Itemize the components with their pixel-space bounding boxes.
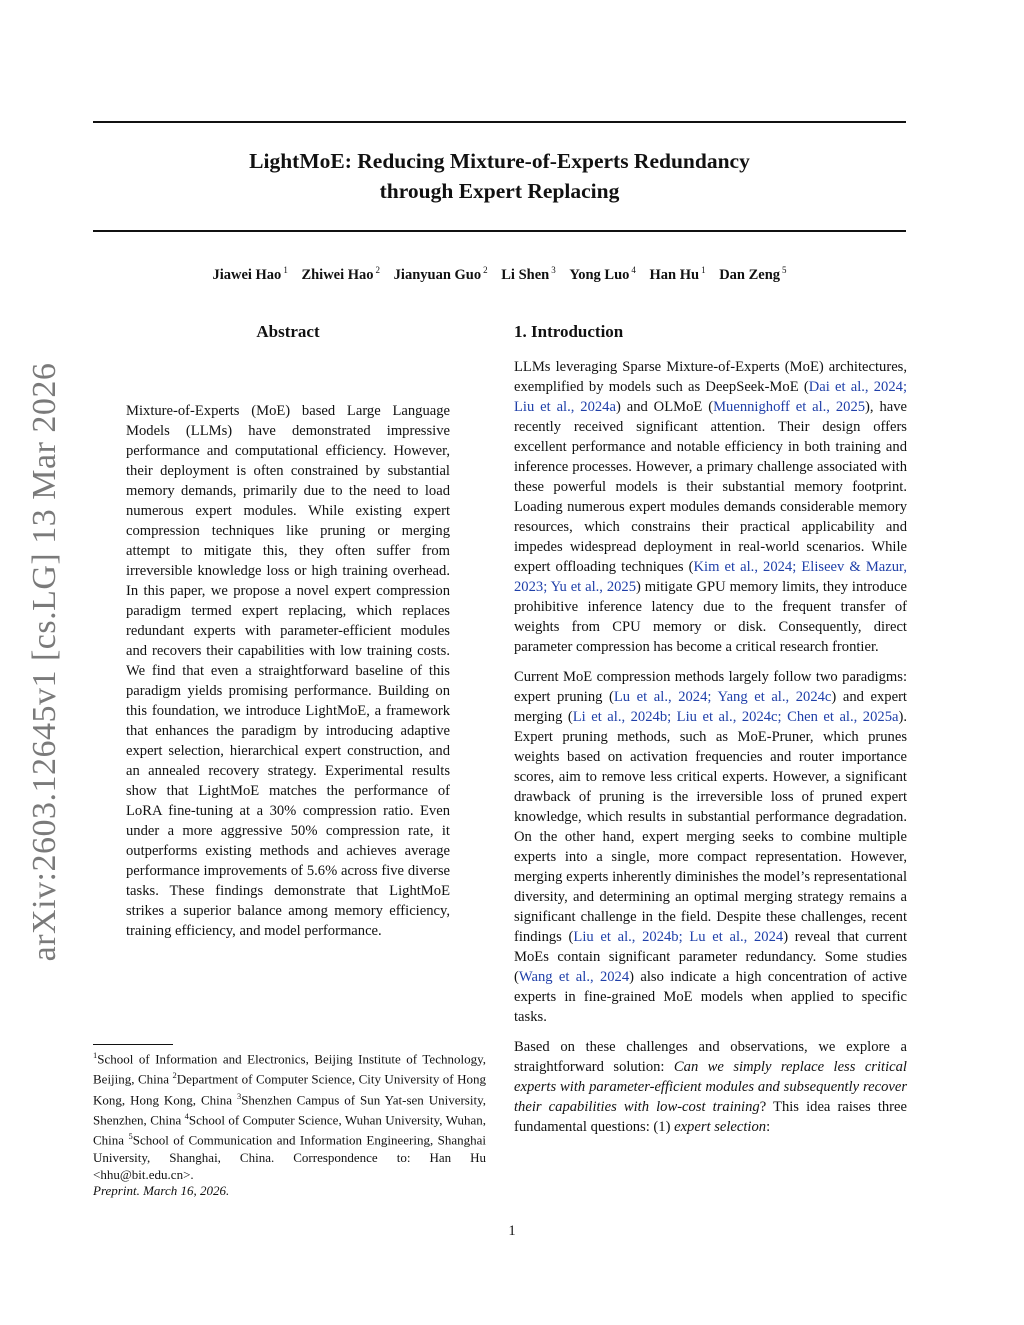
author xyxy=(212,267,287,283)
affiliation-marker: 4 xyxy=(184,1110,189,1121)
text-run: LLMs leveraging Sparse Mixture-of-Experts (MoE) architectures, exemplified by models such as DeepSeek-MoE ( xyxy=(514,359,907,395)
author xyxy=(650,267,706,283)
citation-link[interactable]: Lu et al., 2024; Yang et al., 2024c xyxy=(613,689,832,705)
author xyxy=(501,267,555,283)
intro-paragraph-3 xyxy=(514,1037,907,1137)
paper-title xyxy=(93,146,906,206)
citation-link[interactable]: Muennighoff et al., 2025 xyxy=(713,399,866,415)
citation-link[interactable]: Wang et al., 2024 xyxy=(518,969,630,985)
affiliation-text: School of Information and Electronics, Beijing Institute of Technology, Beijing, China xyxy=(93,1051,486,1087)
text-run: ) and expert merging ( xyxy=(514,689,907,725)
affiliation-text: Department of Computer Science, City University of Hong Kong, Hong Kong, China xyxy=(93,1071,486,1107)
affiliation-marker: 1 xyxy=(93,1050,98,1060)
author-name: Yong Luo xyxy=(569,266,630,283)
page-number: 1 xyxy=(508,1223,516,1239)
affiliation-marker: 3 xyxy=(236,1090,242,1101)
abstract-text: Mixture-of-Experts (MoE) based Large Language Models (LLMs) have demonstrated impressive performance and computational efficiency. However, their deployment is often constrained by substantial memory demands, primarily due to the need to load numerous expert modules. While existing expert compression techniques like pruning or merging attempt to mitigate this, they often suffer from irreversible knowledge loss or high training overhead. In this paper, we propose a novel expert compression paradigm termed expert replacing, which replaces redundant experts with parameter-efficient modules and recovers their capabilities with low training costs. We find that even a straightforward baseline of this paradigm yields promising performance. Building on this foundation, we introduce LightMoE, a framework that enhances the paradigm by introducing adaptive expert selection, hierarchical expert construction, and an annealed recovery strategy. Experimental results show that LightMoE matches the performance of LoRA fine-tuning at a 30% compression ratio. Even under a more aggressive 50% compression rate, it outperforms existing methods and achieves average performance improvements of 5.6% across five diverse tasks. These findings demonstrate that LightMoE strikes a superior balance among memory efficiency, training efficiency, and model performance. xyxy=(126,403,450,939)
author-name: Zhiwei Hao xyxy=(301,266,374,283)
italic-term: expert selection xyxy=(674,1119,767,1135)
title-rule-bottom xyxy=(93,230,906,232)
title-line-1: LightMoE: Reducing Mixture-of-Experts Redundancy xyxy=(249,149,750,173)
author xyxy=(394,267,488,283)
affiliation-marker: 5 xyxy=(128,1131,133,1142)
citation-link[interactable]: Dai et al., 2024; Liu et al., 2024a xyxy=(514,379,907,415)
abstract-heading: Abstract xyxy=(256,322,320,341)
author-affiliation: 2 xyxy=(483,265,488,275)
text-run: Based on these challenges and observations, we explore a straightforward solution: xyxy=(514,1039,907,1075)
section-heading-introduction: 1. Introduction xyxy=(514,322,624,341)
text-run: ), have recently received significant attention. Their design offers excellent performance and notable efficiency in both training and inference processes. However, a primary challenge associated with these powerful models is their substantial memory footprint. Loading numerous expert modules demands considerable memory resources, which constrains their practical applicability and impedes widespread deployment in real-world scenarios. While expert offloading techniques ( xyxy=(514,399,907,575)
text-run: ) mitigate GPU memory limits, they introduce prohibitive inference latency due to the frequent transfer of weights from CPU memory or disk. Consequently, direct parameter compression has become a critical research frontier. xyxy=(514,579,908,655)
intro-paragraph-1 xyxy=(514,357,907,657)
author-affiliation: 3 xyxy=(551,265,556,275)
intro-paragraph-2 xyxy=(514,667,907,1027)
author-name: Jiawei Hao xyxy=(212,266,282,283)
author-affiliation: 1 xyxy=(701,265,706,275)
author-list xyxy=(93,265,906,284)
title-line-2: through Expert Replacing xyxy=(379,179,620,203)
citation-link[interactable]: Liu et al., 2024b; Lu et al., 2024 xyxy=(573,929,784,945)
author-name: Jianyuan Guo xyxy=(393,266,482,283)
text-run: Current MoE compression methods largely follow two paradigms: expert pruning ( xyxy=(514,669,907,705)
text-run: ) and OLMoE ( xyxy=(615,399,714,415)
affiliation-text: School of Computer Science, Wuhan University, Wuhan, China xyxy=(93,1112,486,1148)
italic-question: Can we simply replace less critical experts with parameter-efficient modules and subsequently recover their capabilities with low-cost training xyxy=(514,1059,907,1115)
affiliation-text: School of Communication and Information Engineering, Shanghai University, Shanghai, China. Correspondence to: Han Hu <hhu@bit.edu.cn>. xyxy=(93,1132,486,1182)
author-name: Han Hu xyxy=(649,266,700,283)
text-run: ). Expert pruning methods, such as MoE-Pruner, which prunes weights based on activation frequencies and router importance scores, aim to remove less critical experts. However, a significant drawback of pruning is the irreversible loss of pruned expert knowledge, which results in substantial performance degradation. On the other hand, expert merging seeks to combine multiple experts into a single, more compact representation. However, merging experts inherently diminishes the model’s representational diversity, and determining an optimal merging strategy remains a significant challenge in the field. Despite these challenges, recent findings ( xyxy=(514,709,907,945)
affiliations-footnote xyxy=(93,1047,486,1183)
title-rule-top xyxy=(93,121,906,123)
text-run: ? This idea raises three fundamental questions: (1) xyxy=(514,1099,907,1135)
author-affiliation: 5 xyxy=(782,265,787,275)
author-affiliation: 1 xyxy=(283,265,288,275)
arxiv-identifier: arXiv:2603.12645v1 [cs.LG] 13 Mar 2026 xyxy=(26,362,63,962)
author-affiliation: 4 xyxy=(631,265,636,275)
author xyxy=(719,267,786,283)
footnote-rule xyxy=(93,1044,173,1045)
author-affiliation: 2 xyxy=(375,265,381,275)
preprint-note: Preprint. March 16, 2026. xyxy=(93,1183,230,1198)
introduction-column xyxy=(514,357,907,1147)
text-run: : xyxy=(766,1119,771,1135)
affiliation-marker: 2 xyxy=(172,1070,177,1081)
author xyxy=(301,267,380,283)
citation-link[interactable]: Li et al., 2024b; Liu et al., 2024c; Chen et al., 2025a xyxy=(572,709,899,725)
citation-link[interactable]: Kim et al., 2024; Eliseev & Mazur, 2023; Yu et al., 2025 xyxy=(514,559,907,595)
author xyxy=(569,267,636,283)
text-run: ) also indicate a high concentration of active experts in fine-grained MoE models when applied to specific tasks. xyxy=(514,969,907,1025)
affiliation-text: Shenzhen Campus of Sun Yat-sen University, Shenzhen, China xyxy=(93,1091,486,1128)
author-name: Dan Zeng xyxy=(719,266,781,283)
text-run: ) reveal that current MoEs contain significant parameter redundancy. Some studies ( xyxy=(514,929,907,985)
author-name: Li Shen xyxy=(501,266,550,283)
